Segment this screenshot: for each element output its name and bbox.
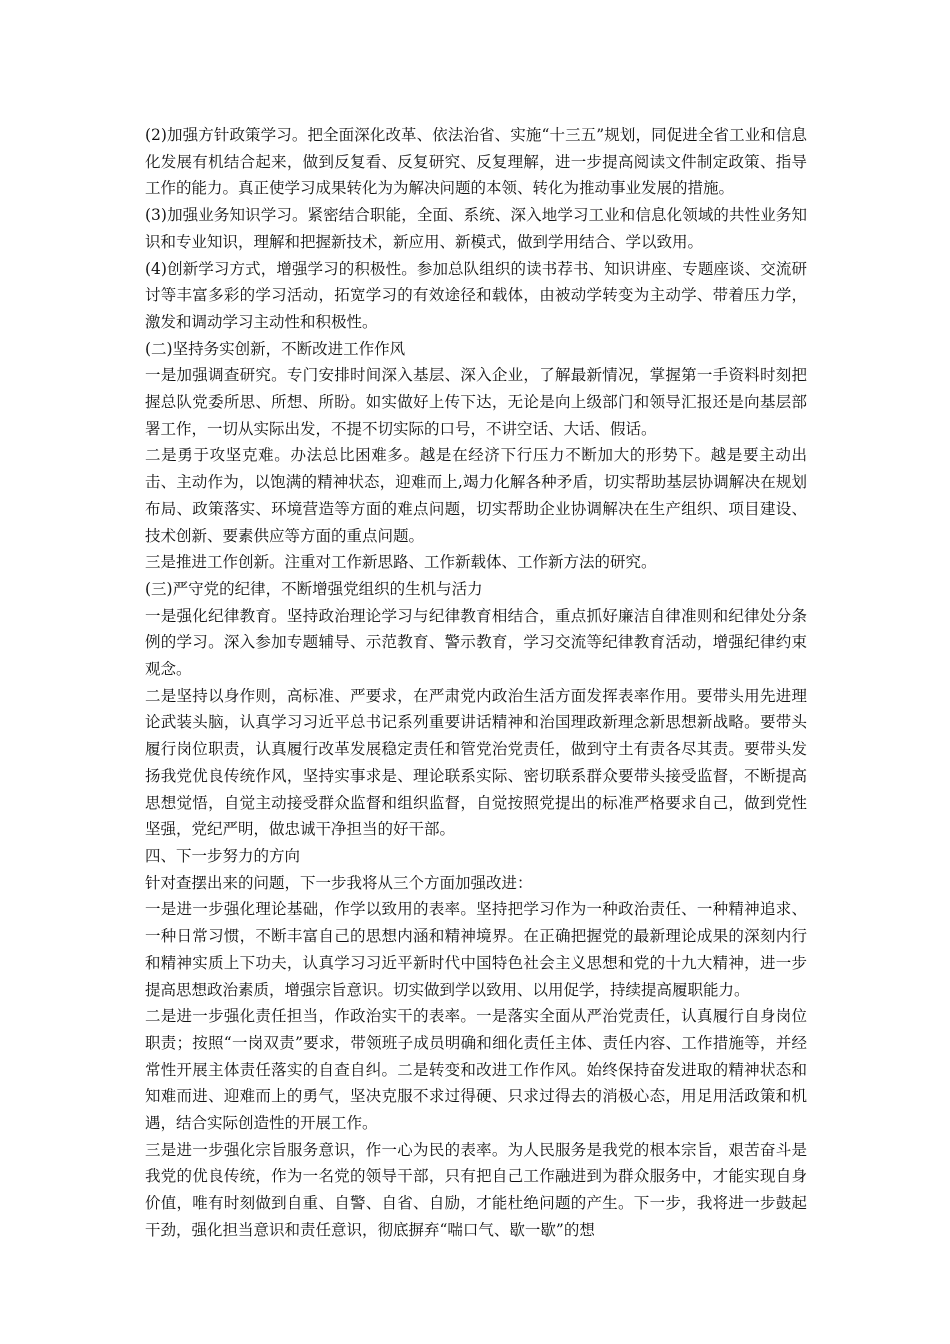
paragraph-service-awareness: 三是进一步强化宗旨服务意识，作一心为民的表率。为人民服务是我党的根本宗旨，艰苦奋斗是我党的优良传统，作为一名党的领导干部，只有把自己工作融进到为群众服务中，才能实现自身价值，唯有时刻做到自重、自警、自省、自励，才能杜绝问题的产生。下一步，我将进一步鼓起干劲，强化担当意识和责任意识，彻底摒弃“喘口气、歇一歇”的想 xyxy=(145,1140,807,1239)
paragraph-lead-by-example: 二是坚持以身作则，高标准、严要求，在严肃党内政治生活方面发挥表率作用。要带头用先进理论武装头脑，认真学习习近平总书记系列重要讲话精神和治国理政新理念新思想新战略。要带头履行岗位职责，认真履行改革发展稳定责任和管党治党责任，做到守土有责各尽其责。要带头发扬我党优良传统作风，坚持实事求是、理论联系实际、密切联系群众要带头接受监督，不断提高思想觉悟，自觉主动接受群众监督和组织监督，自觉按照党提出的标准严格要求自己，做到党性坚强，党纪严明，做忠诚干净担当的好干部。 xyxy=(145,686,807,839)
paragraph-investigation: 一是加强调查研究。专门安排时间深入基层、深入企业，了解最新情况，掌握第一手资料时刻把握总队党委所思、所想、所盼。如实做好上传下达，无论是向上级部门和领导汇报还是向基层部署工作，一切从实际出发，不提不切实际的口号，不讲空话、大话、假话。 xyxy=(145,366,807,438)
section-heading-party-discipline: (三)严守党的纪律，不断增强党组织的生机与活力 xyxy=(145,579,483,598)
paragraph-learning-methods: (4)创新学习方式，增强学习的积极性。参加总队组织的读书荐书、知识讲座、专题座谈、交流研讨等丰富多彩的学习活动，拓宽学习的有效途径和载体，由被动学转变为主动学、带着压力学，激发和调动学习主动性和积极性。 xyxy=(145,259,807,331)
paragraph-work-innovation: 三是推进工作创新。注重对工作新思路、工作新载体、工作新方法的研究。 xyxy=(145,553,657,572)
paragraph-responsibility: 二是进一步强化责任担当，作政治实干的表率。一是落实全面从严治党责任，认真履行自身岗位职责；按照“一岗双责”要求，带领班子成员明确和细化责任主体、责任内容、工作措施等，并经常性开展主体责任落实的自查自纠。二是转变和改进工作作风。始终保持奋发进取的精神状态和知难而进、迎难而上的勇气，坚决克服不求过得硬、只求过得去的消极心态，用足用活政策和机遇，结合实际创造性的开展工作。 xyxy=(145,1007,807,1133)
paragraph-policy-study: (2)加强方针政策学习。把全面深化改革、依法治省、实施“十三五”规划，同促进全省工业和信息化发展有机结合起来，做到反复看、反复研究、反复理解，进一步提高阅读文件制定政策、指导工作的能力。真正使学习成果转化为为解决问题的本领、转化为推动事业发展的措施。 xyxy=(145,126,807,198)
paragraph-discipline-education: 一是强化纪律教育。坚持政治理论学习与纪律教育相结合，重点抓好廉洁自律准则和纪律处分条例的学习。深入参加专题辅导、示范教育、警示教育，学习交流等纪律教育活动，增强纪律约束观念。 xyxy=(145,606,807,679)
paragraph-next-steps-intro: 针对查摆出来的问题，下一步我将从三个方面加强改进： xyxy=(145,873,533,892)
document-body xyxy=(145,122,807,1244)
paragraph-theory-foundation: 一是进一步强化理论基础，作学以致用的表率。坚持把学习作为一种政治责任、一种精神追求、一种日常习惯，不断丰富自己的思想内涵和精神境界。在正确把握党的最新理论成果的深刻内行和精神实质上下功夫，认真学习习近平新时代中国特色社会主义思想和党的十九大精神，进一步提高思想政治素质，增强宗旨意识。切实做到学以致用、以用促学，持续提高履职能力。 xyxy=(145,900,807,999)
paragraph-overcome-difficulties: 二是勇于攻坚克难。办法总比困难多。越是在经济下行压力不断加大的形势下。越是要主动出击、主动作为，以饱满的精神状态，迎难而上,竭力化解各种矛盾，切实帮助基层协调解决在规划布局、政策落实、环境营造等方面的难点问题，切实帮助企业协调解决在生产组织、项目建设、技术创新、要素供应等方面的重点问题。 xyxy=(145,446,807,545)
section-heading-work-style: (二)坚持务实创新，不断改进工作作风 xyxy=(145,339,406,358)
section-heading-next-steps: 四、下一步努力的方向 xyxy=(145,846,301,865)
paragraph-business-knowledge: (3)加强业务知识学习。紧密结合职能，全面、系统、深入地学习工业和信息化领域的共性业务知识和专业知识，理解和把握新技术，新应用、新模式，做到学用结合、学以致用。 xyxy=(145,206,807,251)
